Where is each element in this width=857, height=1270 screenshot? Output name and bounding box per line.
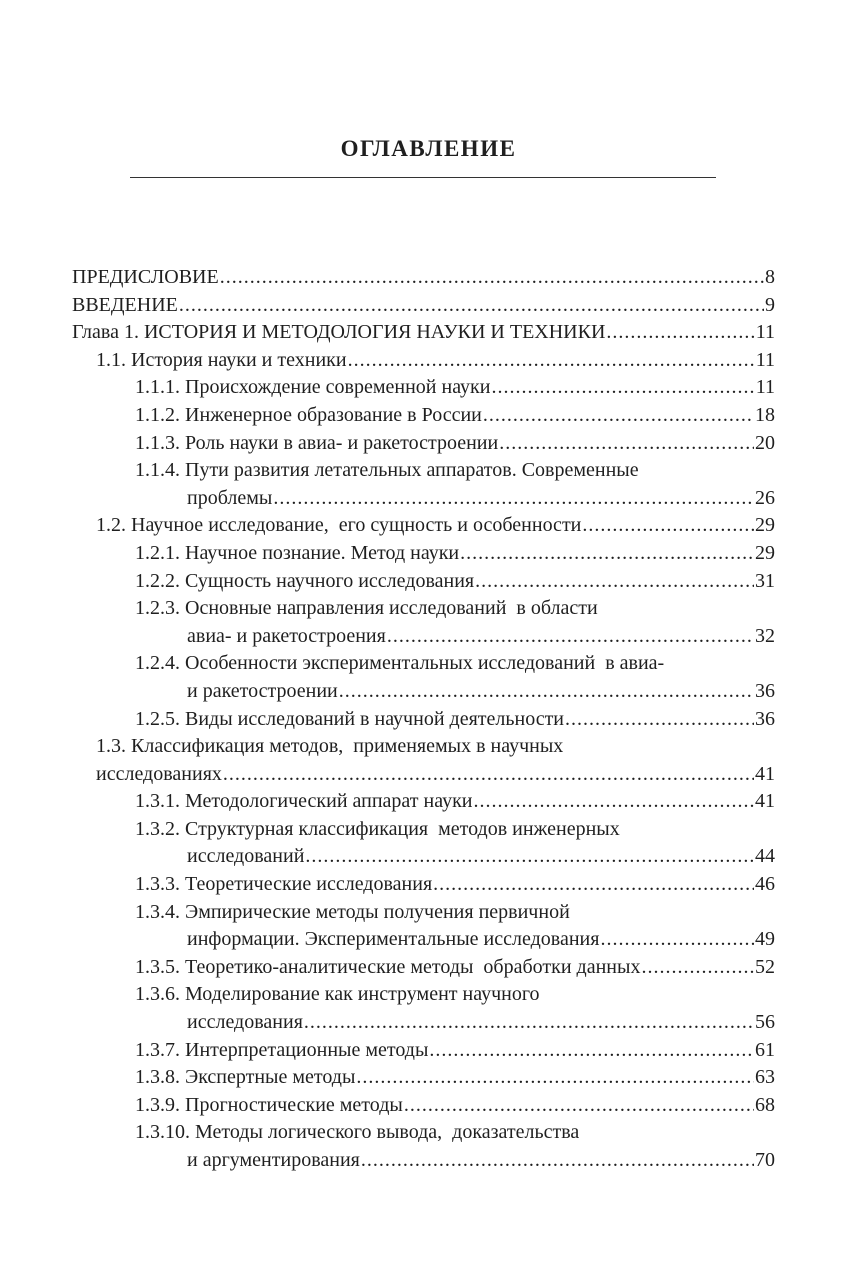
toc-entry (72, 430, 775, 458)
toc-entry (72, 871, 775, 899)
toc-leader-dots (474, 788, 754, 816)
toc-page-number: 49 (755, 928, 775, 951)
toc-page-number: 70 (755, 1149, 775, 1171)
toc-page-number: 9 (765, 293, 775, 316)
toc-entry-text: 1.1.3. Роль науки в авиа- и ракетостроении (135, 431, 499, 454)
title-underline (130, 177, 716, 178)
toc-page-number: 18 (755, 403, 775, 426)
toc-entry-text: 1.3.7. Интерпретационные методы (135, 1038, 429, 1061)
toc-page-number: 46 (755, 873, 775, 896)
toc-entry (72, 374, 775, 402)
toc-entry-text: 1.3.10. Методы логического вывода, доказательства (135, 1121, 580, 1144)
toc-page-number: 68 (755, 1093, 775, 1116)
toc-entry (72, 319, 775, 347)
toc-entry-text: авиа- и ракетостроения (187, 624, 386, 647)
toc-entry-text: 1.3.8. Экспертные методы (135, 1066, 356, 1089)
toc-page-number: 44 (755, 845, 775, 868)
toc-page-number: 52 (755, 955, 775, 978)
toc-page-number: 61 (755, 1038, 775, 1061)
toc-entry-text: 1.1.4. Пути развития летательных аппаратов. Современные (135, 459, 639, 482)
toc-entry-text: 1.3.9. Прогностические методы (135, 1093, 403, 1116)
toc-leader-dots (641, 954, 754, 982)
toc-leader-dots (582, 512, 754, 540)
toc-entry-text: 1.3.2. Структурная классификация методов инженерных (135, 817, 620, 840)
toc-leader-dots (223, 761, 754, 789)
toc-page-number: 11 (755, 321, 775, 344)
toc-page-number: 11 (755, 376, 775, 399)
toc-leader-dots (483, 402, 754, 430)
toc-entry-text: ПРЕДИСЛОВИЕ (72, 266, 219, 288)
table-of-contents (72, 264, 775, 1175)
toc-entry (72, 595, 775, 650)
toc-entry (72, 264, 775, 292)
toc-page-number: 31 (755, 569, 775, 592)
toc-entry-text: 1.3. Классификация методов, применяемых в научных (96, 735, 564, 758)
toc-leader-dots (565, 706, 754, 734)
toc-entry-text: 1.1. История науки и техники (96, 348, 347, 371)
toc-entry-text: проблемы (187, 486, 273, 509)
toc-page-number: 20 (755, 431, 775, 454)
toc-entry (72, 788, 775, 816)
toc-entry-text: 1.2.3. Основные направления исследований в области (135, 597, 598, 620)
toc-entry (72, 568, 775, 596)
toc-entry-text: исследованиях (96, 762, 222, 785)
toc-leader-dots (361, 1147, 754, 1175)
toc-leader-dots (600, 926, 754, 954)
toc-leader-dots (304, 1009, 754, 1037)
toc-leader-dots (433, 871, 754, 899)
toc-entry (72, 816, 775, 871)
toc-entry (72, 733, 775, 788)
toc-entry (72, 512, 775, 540)
toc-page-number: 26 (755, 486, 775, 509)
toc-leader-dots (475, 568, 754, 596)
toc-leader-dots (429, 1037, 754, 1065)
toc-entry-text: 1.3.4. Эмпирические методы получения первичной (135, 900, 570, 923)
toc-page-number: 36 (755, 679, 775, 702)
toc-leader-dots (305, 843, 754, 871)
toc-entry-text: 1.3.5. Теоретико-аналитические методы обработки данных (135, 955, 641, 978)
toc-page-number: 63 (755, 1066, 775, 1089)
toc-entry-text: 1.2.2. Сущность научного исследования (135, 569, 475, 592)
toc-page-number: 41 (755, 762, 775, 785)
toc-leader-dots (606, 319, 754, 347)
toc-entry-text: 1.3.6. Моделирование как инструмент научного (135, 983, 540, 1006)
toc-entry-text: ВВЕДЕНИЕ (72, 293, 178, 316)
page-title: ОГЛАВЛЕНИЕ (340, 136, 517, 161)
toc-page-number: 29 (755, 514, 775, 537)
toc-entry-text: Глава 1. ИСТОРИЯ И МЕТОДОЛОГИЯ НАУКИ И ТЕХНИКИ (72, 321, 606, 344)
toc-leader-dots (273, 485, 754, 513)
toc-page-number: 11 (755, 348, 775, 371)
toc-entry (72, 402, 775, 430)
toc-entry (72, 1037, 775, 1065)
toc-entry-text: исследований (187, 845, 305, 868)
toc-page-number: 41 (755, 790, 775, 813)
toc-entry-text: 1.2.5. Виды исследований в научной деятельности (135, 707, 565, 730)
toc-entry-text: и ракетостроении (187, 679, 338, 702)
toc-entry (72, 292, 775, 320)
toc-entry-text: 1.2.4. Особенности экспериментальных исследований в авиа- (135, 652, 665, 675)
toc-leader-dots (499, 430, 754, 458)
toc-entry (72, 981, 775, 1036)
toc-entry (72, 706, 775, 734)
toc-entry-text: 1.3.1. Методологический аппарат науки (135, 790, 473, 813)
toc-leader-dots (220, 264, 764, 292)
toc-page-number: 32 (755, 624, 775, 647)
toc-entry (72, 954, 775, 982)
toc-leader-dots (339, 678, 754, 706)
toc-entry (72, 899, 775, 954)
toc-leader-dots (387, 623, 754, 651)
toc-page-number: 56 (755, 1011, 775, 1034)
toc-entry-text: и аргументирования (187, 1149, 360, 1171)
toc-entry (72, 347, 775, 375)
toc-entry (72, 1064, 775, 1092)
toc-entry-text: исследования (187, 1011, 303, 1034)
toc-leader-dots (491, 374, 754, 402)
toc-entry (72, 457, 775, 512)
toc-entry (72, 1119, 775, 1174)
toc-entry-text: 1.2. Научное исследование, его сущность и особенности (96, 514, 582, 537)
toc-page-number: 29 (755, 541, 775, 564)
toc-page-number: 8 (765, 266, 775, 288)
toc-leader-dots (179, 292, 764, 320)
toc-entry-text: информации. Экспериментальные исследования (187, 928, 600, 951)
toc-entry-text: 1.1.2. Инженерное образование в России (135, 403, 482, 426)
toc-entry-text: 1.1.1. Происхождение современной науки (135, 376, 491, 399)
toc-page-number: 36 (755, 707, 775, 730)
toc-entry-text: 1.2.1. Научное познание. Метод науки (135, 541, 460, 564)
toc-entry (72, 1092, 775, 1120)
toc-entry (72, 540, 775, 568)
toc-leader-dots (404, 1092, 754, 1120)
toc-entry (72, 650, 775, 705)
toc-leader-dots (356, 1064, 754, 1092)
toc-leader-dots (460, 540, 754, 568)
toc-entry-text: 1.3.3. Теоретические исследования (135, 873, 433, 896)
toc-leader-dots (348, 347, 755, 375)
